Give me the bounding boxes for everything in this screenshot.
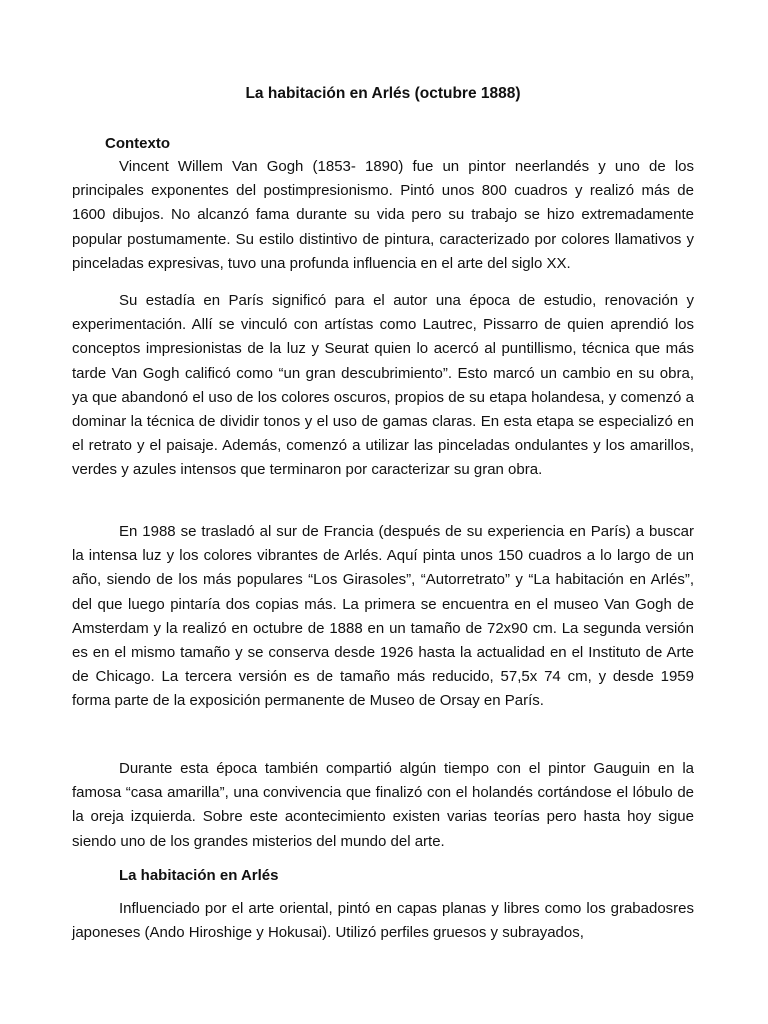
paragraph-5: Influenciado por el arte oriental, pintó en capas planas y libres como los grabadosres japoneses (Ando Hiroshige y Hokusai). Utilizó perfiles gruesos y subrayados,	[72, 900, 694, 942]
section-heading-habitacion: La habitación en Arlés	[119, 867, 279, 884]
document-title: La habitación en Arlés (octubre 1888)	[245, 85, 521, 102]
paragraph-4: Durante esta época también compartió algún tiempo con el pintor Gauguin en la famosa “casa amarilla”, una convivencia que finalizó con el holandés cortándose el lóbulo de la oreja izquierda. Sobre este acontecimiento existen varias teorías pero hasta hoy sigue siendo uno de los grandes misterios del mundo del arte.	[72, 760, 694, 850]
paragraph-3: En 1988 se trasladó al sur de Francia (después de su experiencia en París) a buscar la intensa luz y los colores vibrantes de Arlés. Aquí pinta unos 150 cuadros a lo largo de un año, siendo de los más populares “Los Girasoles”, “Autorretrato” y “La habitación en Arlés”, del que luego pintaría dos copias más. La primera se encuentra en el museo Van Gogh de Amsterdam y la realizó en octubre de 1888 en un tamaño de 72x90 cm. La segunda versión es en el mismo tamaño y se conserva desde 1926 hasta la actualidad en el Instituto de Arte de Chicago. La tercera versión es de tamaño más reducido, 57,5x 74 cm, y desde 1959 forma parte de la exposición permanente de Museo de Orsay en París.	[72, 523, 694, 710]
section-heading-contexto: Contexto	[105, 135, 170, 152]
paragraph-1: Vincent Willem Van Gogh (1853- 1890) fue un pintor neerlandés y uno de los principales exponentes del postimpresionismo. Pintó unos 800 cuadros y realizó más de 1600 dibujos. No alcanzó fama durante su vida pero su trabajo se hizo extremadamente popular postumamente. Su estilo distintivo de pintura, caracterizado por colores llamativos y pinceladas expresivas, tuvo una profunda influencia en el arte del siglo XX.	[72, 158, 694, 272]
paragraph-2: Su estadía en París significó para el autor una época de estudio, renovación y experimentación. Allí se vinculó con artístas como Lautrec, Pissarro de quien aprendió los conceptos impresionistas de la luz y Seurat quien lo acercó al puntillismo, técnica que más tarde Van Gogh calificó como “un gran descubrimiento”. Esto marcó un cambio en su obra, ya que abandonó el uso de los colores oscuros, propios de su etapa holandesa, y comenzó a dominar la técnica de dividir tonos y el uso de gamas claras. En esta etapa se especializó en el retrato y el paisaje. Además, comenzó a utilizar las pinceladas ondulantes y los amarillos, verdes y azules intensos que terminaron por caracterizar su gran obra.	[72, 292, 694, 479]
